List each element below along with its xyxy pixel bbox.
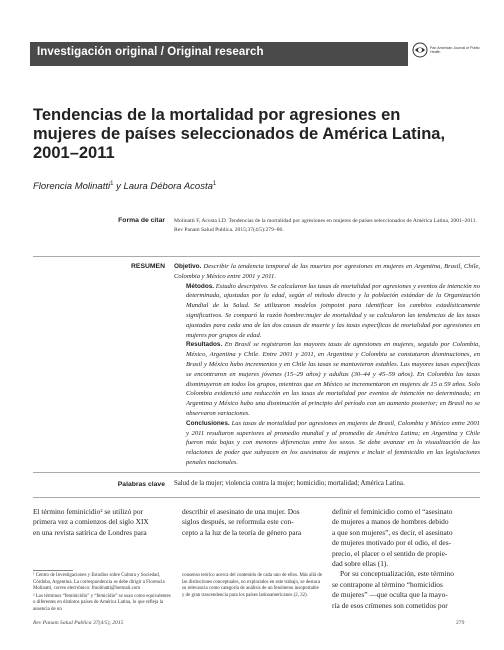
author-affiliation-mark: 1 xyxy=(212,181,217,187)
body-line: El término feminicidio² se utilizó por xyxy=(33,507,143,516)
globe-icon xyxy=(412,42,428,58)
body-line: Por su conceptualización, este término xyxy=(340,569,454,579)
body-line: se contrapone al término “homicidios xyxy=(332,579,443,589)
abstract-results-text: En Brasil se registraron las mayores tasas de agresiones en mujeres, seguido por Colombia, México, Argentina y Chile. Entre 2001 y 2011, en Argentina y Colombia se constataron disminuciones, en Brasil y México hubo incrementos y en Chile las tasas se mantuvieron estables. Las mayores tasas específicas se encontraron en mujeres jóvenes (15–29 años) y adultas (30–44 y 45–59 años). En Colombia las tasas disminuyeron en todos los grupos, mientras que en México se incrementaron en mujeres de 15 a 59 años. Solo Colombia evidenció una reducción en las tasas de mortalidad por eventos de intención no determinada; en Argentina y México hubo una disminución al principio del período con un aumento posterior; en Brasil no se observaron variaciones. xyxy=(186,341,480,417)
abstract-conclusions-text: Las tasas de mortalidad por agresiones en mujeres de Brasil, Colombia y México entre 2001 y 2011 resultaron superiores al promedio mundial y al promedio de América Latina; en Argentina y Chile fueron más bajas y con menores diferencias entre los sexos. Se debe avanzar en la visualización de las relaciones de poder que subyacen en los asesinatos de mujeres e incluir el feminicidio en las legislaciones penales nacionales. xyxy=(186,419,480,466)
body-column-2 xyxy=(182,507,326,538)
footnote: ² Los términos “feminicidio” y “femicidio” se usan como equivalentes o diferentes en distintos países de América Latina, lo que refleja la ausencia de un xyxy=(33,593,171,612)
abstract-methods-text: Estudio descriptivo. Se calcularon las tasas de mortalidad por agresiones y eventos de intención no determinada, ajustadas por la edad, según el método directo y la población estándar de la Organización Mundial de la Salud. Se utilizaron modelos joinpoint para identificar los cambios estadísticamente significativos. Se comparó la razón hombre:mujer de mortalidad y se calcularon las tendencias de las tasas ajustadas para cada una de las dos causas de muerte y las tasas específicas de mortalidad por agresiones en mujeres por grupos de edad. xyxy=(186,282,480,339)
author-affiliation-mark: 1 xyxy=(110,181,114,187)
footnotes-column-1 xyxy=(33,573,173,614)
body-line: primera vez a comienzos del siglo XIX xyxy=(33,517,149,527)
journal-logo-text: Pan American Journal of Public Health xyxy=(430,46,480,55)
body-line: de mujeres” —que oculta que la mayo- xyxy=(332,590,448,600)
section-header-bar xyxy=(30,42,408,66)
body-line: precio, el placer o el sentido de propie- xyxy=(332,548,448,558)
author-name: Laura Débora Acosta xyxy=(123,181,213,193)
footnote-continued: consenso teórico acerca del contenido de cada uno de ellos. Más allá de las distinciones conceptuales, no explorados en este trabajo, se destaca su relevancia como categoría de análisis de un fenómeno insoportable y de gran trascendencia para los países latinoamericanos (2, 32). xyxy=(182,573,323,598)
cite-text: Molinatti F, Acosta LD. Tendencias de la mortalidad por agresiones en mujeres de países seleccionados de América Latina, 2001–2011. Rev Panam Salud Publica. 2015;37(4/5):279–86. xyxy=(174,218,478,233)
divider xyxy=(33,256,480,257)
abstract-results xyxy=(174,340,480,418)
journal-citation-footer: Rev Panam Salud Publica 37(4/5), 2015 xyxy=(33,620,124,626)
abstract-objective-text: Describir la tendencia temporal de las muertes por agresiones en mujeres en Argentina, Brasil, Chile, Colombia y México entre 2001 y 2011. xyxy=(174,263,480,280)
body-column-3 xyxy=(332,507,476,611)
author-name: Florencia Molinatti xyxy=(33,181,111,193)
divider xyxy=(33,497,480,498)
journal-logo xyxy=(412,40,482,70)
footnotes-column-2 xyxy=(182,573,322,599)
article-title: Tendencias de la mortalidad por agresiones en mujeres de países seleccionados de América Latina, 2001–2011 xyxy=(33,106,446,162)
body-line: siglos después, se reformula este con- xyxy=(182,517,294,527)
body-line: a que son mujeres”, es decir, el asesinato xyxy=(332,527,453,537)
section-label: Investigación original / Original research xyxy=(37,46,264,58)
divider xyxy=(33,472,480,473)
abstract-methods xyxy=(174,282,480,341)
footnote-divider xyxy=(33,570,73,571)
abstract-body xyxy=(174,262,480,468)
author-list xyxy=(33,181,216,192)
abstract-methods-heading: Métodos. xyxy=(186,282,215,290)
body-column-1 xyxy=(33,507,177,538)
body-line: cepto a la luz de la teoría de género para xyxy=(182,527,302,537)
footnote: ¹ Centro de Investigaciones y Estudios sobre Cultura y Sociedad, Córdoba, Argentina. La correspondencia se debe dirigir a Florencia Molinatti, correo electrónico: fmolinatti@hotmail.com xyxy=(33,573,165,592)
page-number: 279 xyxy=(456,620,465,626)
cite-label: Forma de citar xyxy=(118,217,165,224)
body-line: definir el feminicidio como el “asesinato xyxy=(332,507,453,516)
abstract-results-heading: Resultados. xyxy=(186,341,223,349)
abstract-label: RESUMEN xyxy=(131,263,165,270)
body-line: de mujeres motivado por el odio, el des- xyxy=(332,538,452,548)
keywords-text: Salud de la mujer; violencia contra la mujer; homicidio; mortalidad; América Latina. xyxy=(174,480,405,487)
author-separator: y xyxy=(113,181,124,193)
keywords-label: Palabras clave xyxy=(117,481,165,488)
abstract-objective-heading: Objetivo. xyxy=(174,263,202,270)
body-line: dad sobre ellas (1). xyxy=(332,559,389,569)
abstract-conclusions-heading: Conclusiones. xyxy=(186,419,230,427)
body-line: describir el asesinato de una mujer. Dos xyxy=(182,507,300,516)
body-line: de mujeres a manos de hombres debido xyxy=(332,517,449,527)
body-line: ría de esos crímenes son cometidos por xyxy=(332,600,448,610)
abstract-objective xyxy=(174,262,480,282)
abstract-conclusions xyxy=(174,419,480,468)
body-line: en una revista satírica de Londres para xyxy=(33,527,147,537)
